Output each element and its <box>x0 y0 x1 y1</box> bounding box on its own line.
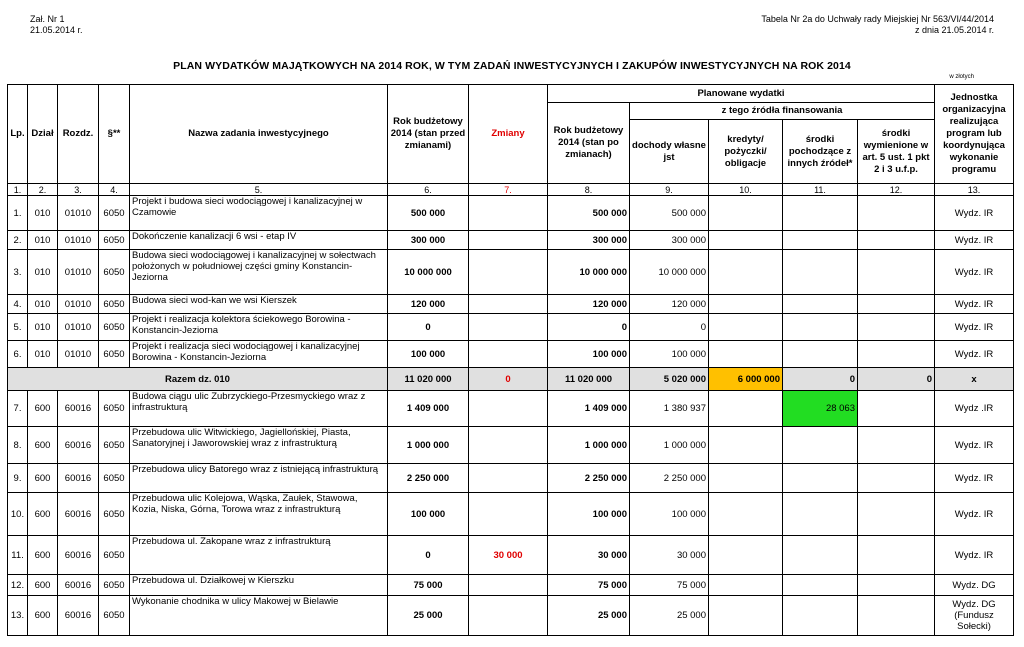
header-planowane: Planowane wydatki <box>548 85 935 103</box>
cell-nazwa: Budowa sieci wod-kan we wsi Kierszek <box>130 295 388 314</box>
attachment-number: Zał. Nr 1 <box>30 14 65 24</box>
cell-par: 6050 <box>99 427 130 464</box>
cell-rok-przed: 75 000 <box>388 575 469 596</box>
cell-dochody: 30 000 <box>630 536 709 575</box>
cell-par: 6050 <box>99 314 130 341</box>
cell-dzial: 600 <box>28 391 58 427</box>
cell-jednostka: Wydz. DG (Fundusz Sołecki) <box>935 596 1014 636</box>
cell-srodki-inne <box>783 295 858 314</box>
cell-par: 6050 <box>99 231 130 250</box>
cell-lp: 2. <box>8 231 28 250</box>
cell-kredyty <box>709 314 783 341</box>
cell-lp: 6. <box>8 341 28 368</box>
summary-srodki-inne: 0 <box>783 368 858 391</box>
table-row <box>8 295 1014 314</box>
cell-dzial: 010 <box>28 341 58 368</box>
cell-srodki-art <box>858 427 935 464</box>
cell-kredyty <box>709 231 783 250</box>
cell-kredyty <box>709 427 783 464</box>
cell-nazwa: Przebudowa ulicy Batorego wraz z istniejącą infrastrukturą <box>130 464 388 493</box>
column-number-row <box>8 184 1014 196</box>
cell-rok-po: 0 <box>548 314 630 341</box>
cell-srodki-art <box>858 575 935 596</box>
table-row <box>8 314 1014 341</box>
cell-kredyty <box>709 341 783 368</box>
header-srodki-inne: środki pochodzące z innych źródeł* <box>783 120 858 184</box>
cell-rok-po: 30 000 <box>548 536 630 575</box>
cell-par: 6050 <box>99 196 130 231</box>
col-number: 1. <box>8 184 28 196</box>
cell-dzial: 600 <box>28 427 58 464</box>
cell-srodki-art <box>858 493 935 536</box>
cell-zmiany <box>469 391 548 427</box>
cell-zmiany: 30 000 <box>469 536 548 575</box>
cell-rok-przed: 0 <box>388 536 469 575</box>
cell-srodki-art <box>858 391 935 427</box>
cell-zmiany <box>469 464 548 493</box>
cell-rozdz: 01010 <box>58 341 99 368</box>
cell-lp: 11. <box>8 536 28 575</box>
col-number: 2. <box>28 184 58 196</box>
cell-kredyty <box>709 575 783 596</box>
cell-jednostka: Wydz. IR <box>935 493 1014 536</box>
cell-jednostka: Wydz. IR <box>935 427 1014 464</box>
cell-rozdz: 60016 <box>58 427 99 464</box>
cell-lp: 13. <box>8 596 28 636</box>
cell-dzial: 010 <box>28 314 58 341</box>
cell-rozdz: 01010 <box>58 295 99 314</box>
cell-srodki-inne <box>783 575 858 596</box>
cell-lp: 10. <box>8 493 28 536</box>
resolution-reference <box>761 14 994 36</box>
cell-rok-po: 120 000 <box>548 295 630 314</box>
cell-dzial: 600 <box>28 596 58 636</box>
cell-par: 6050 <box>99 536 130 575</box>
cell-kredyty <box>709 295 783 314</box>
cell-dzial: 600 <box>28 536 58 575</box>
summary-label: Razem dz. 010 <box>8 368 388 391</box>
header-srodki-art: środki wymienione w art. 5 ust. 1 pkt 2 i 3 u.f.p. <box>858 120 935 184</box>
table-row <box>8 596 1014 636</box>
cell-dzial: 010 <box>28 231 58 250</box>
cell-srodki-inne <box>783 493 858 536</box>
cell-jednostka: Wydz. IR <box>935 464 1014 493</box>
cell-zmiany <box>469 575 548 596</box>
resolution-title: Tabela Nr 2a do Uchwały rady Miejskiej Nr 563/VI/44/2014 <box>761 14 994 24</box>
cell-rok-przed: 300 000 <box>388 231 469 250</box>
cell-zmiany <box>469 596 548 636</box>
cell-srodki-art <box>858 464 935 493</box>
cell-dzial: 600 <box>28 493 58 536</box>
col-number: 7. <box>469 184 548 196</box>
cell-srodki-inne <box>783 196 858 231</box>
cell-jednostka: Wydz. IR <box>935 196 1014 231</box>
cell-rozdz: 01010 <box>58 196 99 231</box>
cell-dzial: 600 <box>28 575 58 596</box>
cell-rok-po: 25 000 <box>548 596 630 636</box>
cell-zmiany <box>469 341 548 368</box>
cell-dzial: 010 <box>28 250 58 295</box>
cell-dochody: 25 000 <box>630 596 709 636</box>
attachment-date: 21.05.2014 r. <box>30 25 83 35</box>
header-rok-po: Rok budżetowy 2014 (stan po zmianach) <box>548 103 630 184</box>
cell-par: 6050 <box>99 391 130 427</box>
cell-srodki-art <box>858 295 935 314</box>
cell-dochody: 0 <box>630 314 709 341</box>
col-number: 10. <box>709 184 783 196</box>
cell-srodki-art <box>858 536 935 575</box>
cell-nazwa: Wykonanie chodnika w ulicy Makowej w Bielawie <box>130 596 388 636</box>
cell-rok-przed: 10 000 000 <box>388 250 469 295</box>
cell-rozdz: 60016 <box>58 536 99 575</box>
cell-dochody: 10 000 000 <box>630 250 709 295</box>
cell-rozdz: 60016 <box>58 464 99 493</box>
header-dzial: Dział <box>28 85 58 184</box>
cell-par: 6050 <box>99 464 130 493</box>
cell-srodki-art <box>858 231 935 250</box>
cell-nazwa: Budowa sieci wodociągowej i kanalizacyjnej w sołectwach położonych w południowej części gminy Konstancin-Jeziorna <box>130 250 388 295</box>
cell-zmiany <box>469 295 548 314</box>
cell-jednostka: Wydz. IR <box>935 295 1014 314</box>
cell-nazwa: Przebudowa ul. Działkowej w Kierszku <box>130 575 388 596</box>
table-row <box>8 493 1014 536</box>
cell-dochody: 1 000 000 <box>630 427 709 464</box>
cell-rok-przed: 120 000 <box>388 295 469 314</box>
header-zmiany: Zmiany <box>469 85 548 184</box>
table-row <box>8 391 1014 427</box>
cell-lp: 3. <box>8 250 28 295</box>
table-row <box>8 231 1014 250</box>
cell-rok-przed: 100 000 <box>388 341 469 368</box>
cell-lp: 9. <box>8 464 28 493</box>
cell-par: 6050 <box>99 596 130 636</box>
cell-jednostka: Wydz. IR <box>935 231 1014 250</box>
cell-rozdz: 60016 <box>58 596 99 636</box>
cell-lp: 1. <box>8 196 28 231</box>
cell-jednostka: Wydz. IR <box>935 341 1014 368</box>
cell-par: 6050 <box>99 250 130 295</box>
cell-srodki-art <box>858 250 935 295</box>
cell-dochody: 1 380 937 <box>630 391 709 427</box>
col-number: 12. <box>858 184 935 196</box>
cell-rok-przed: 25 000 <box>388 596 469 636</box>
cell-kredyty <box>709 391 783 427</box>
cell-nazwa: Przebudowa ulic Witwickiego, Jagiellońskiej, Piasta, Sanatoryjnej i Jaworowskiej wraz z infrastrukturą <box>130 427 388 464</box>
cell-rok-po: 2 250 000 <box>548 464 630 493</box>
cell-rok-po: 75 000 <box>548 575 630 596</box>
cell-lp: 4. <box>8 295 28 314</box>
cell-zmiany <box>469 196 548 231</box>
table-row <box>8 250 1014 295</box>
attachment-label <box>30 14 83 36</box>
cell-nazwa: Przebudowa ul. Zakopane wraz z infrastrukturą <box>130 536 388 575</box>
cell-srodki-art <box>858 341 935 368</box>
investment-table <box>7 84 1014 636</box>
summary-jednostka: x <box>935 368 1014 391</box>
cell-kredyty <box>709 536 783 575</box>
col-number: 6. <box>388 184 469 196</box>
unit-label: w złotych <box>949 74 974 80</box>
cell-dzial: 600 <box>28 464 58 493</box>
resolution-date: z dnia 21.05.2014 r. <box>914 25 994 35</box>
header-rok-przed: Rok budżetowy 2014 (stan przed zmianami) <box>388 85 469 184</box>
summary-zmiany: 0 <box>469 368 548 391</box>
header-zrodla: z tego źródła finansowania <box>630 103 935 120</box>
cell-jednostka: Wydz. DG <box>935 575 1014 596</box>
cell-rozdz: 60016 <box>58 391 99 427</box>
cell-jednostka: Wydz. IR <box>935 536 1014 575</box>
header-paragraph: §** <box>99 85 130 184</box>
cell-zmiany <box>469 250 548 295</box>
summary-rok-przed: 11 020 000 <box>388 368 469 391</box>
cell-srodki-inne <box>783 536 858 575</box>
col-number: 4. <box>99 184 130 196</box>
cell-srodki-inne <box>783 596 858 636</box>
cell-dzial: 010 <box>28 196 58 231</box>
summary-kredyty: 6 000 000 <box>709 368 783 391</box>
cell-jednostka: Wydz. IR <box>935 250 1014 295</box>
cell-nazwa: Projekt i realizacja kolektora ściekowego Borowina - Konstancin-Jeziorna <box>130 314 388 341</box>
summary-srodki-art: 0 <box>858 368 935 391</box>
summary-dochody: 5 020 000 <box>630 368 709 391</box>
cell-zmiany <box>469 427 548 464</box>
cell-rozdz: 01010 <box>58 250 99 295</box>
summary-rok-po: 11 020 000 <box>548 368 630 391</box>
cell-kredyty <box>709 196 783 231</box>
cell-dochody: 300 000 <box>630 231 709 250</box>
cell-rok-po: 1 000 000 <box>548 427 630 464</box>
header-rozdz: Rozdz. <box>58 85 99 184</box>
cell-dochody: 2 250 000 <box>630 464 709 493</box>
cell-dzial: 010 <box>28 295 58 314</box>
col-number: 11. <box>783 184 858 196</box>
col-number: 9. <box>630 184 709 196</box>
table-row <box>8 427 1014 464</box>
cell-zmiany <box>469 314 548 341</box>
cell-nazwa: Projekt i budowa sieci wodociągowej i kanalizacyjnej w Czamowie <box>130 196 388 231</box>
cell-kredyty <box>709 250 783 295</box>
cell-dochody: 100 000 <box>630 493 709 536</box>
cell-dochody: 75 000 <box>630 575 709 596</box>
cell-rok-po: 300 000 <box>548 231 630 250</box>
page-title: PLAN WYDATKÓW MAJĄTKOWYCH NA 2014 ROK, W TYM ZADAŃ INWESTYCYJNYCH I ZAKUPÓW INWESTYCYJNYCH NA ROK 2014 <box>173 60 851 72</box>
col-number: 3. <box>58 184 99 196</box>
cell-rok-po: 100 000 <box>548 493 630 536</box>
cell-srodki-art <box>858 596 935 636</box>
cell-zmiany <box>469 493 548 536</box>
cell-kredyty <box>709 493 783 536</box>
cell-rok-po: 500 000 <box>548 196 630 231</box>
cell-par: 6050 <box>99 341 130 368</box>
cell-dochody: 120 000 <box>630 295 709 314</box>
cell-rok-przed: 500 000 <box>388 196 469 231</box>
cell-kredyty <box>709 596 783 636</box>
cell-rok-po: 1 409 000 <box>548 391 630 427</box>
col-number: 5. <box>130 184 388 196</box>
cell-rozdz: 60016 <box>58 493 99 536</box>
cell-nazwa: Dokończenie kanalizacji 6 wsi - etap IV <box>130 231 388 250</box>
cell-srodki-inne <box>783 314 858 341</box>
table-row <box>8 196 1014 231</box>
cell-dochody: 500 000 <box>630 196 709 231</box>
cell-rok-przed: 0 <box>388 314 469 341</box>
cell-nazwa: Budowa ciągu ulic Zubrzyckiego-Przesmyckiego wraz z infrastrukturą <box>130 391 388 427</box>
cell-par: 6050 <box>99 493 130 536</box>
cell-rok-przed: 2 250 000 <box>388 464 469 493</box>
cell-rok-po: 100 000 <box>548 341 630 368</box>
cell-srodki-inne <box>783 464 858 493</box>
cell-nazwa: Przebudowa ulic Kolejowa, Wąska, Zaułek, Stawowa, Kozia, Niska, Górna, Torowa wraz z infrastrukturą <box>130 493 388 536</box>
col-number: 8. <box>548 184 630 196</box>
cell-lp: 8. <box>8 427 28 464</box>
cell-rok-przed: 1 409 000 <box>388 391 469 427</box>
cell-par: 6050 <box>99 575 130 596</box>
table-row <box>8 464 1014 493</box>
summary-row <box>8 368 1014 391</box>
cell-nazwa: Projekt i realizacja sieci wodociągowej i kanalizacyjnej Borowina - Konstancin-Jeziorna <box>130 341 388 368</box>
cell-rok-przed: 100 000 <box>388 493 469 536</box>
header-kredyty: kredyty/ pożyczki/ obligacje <box>709 120 783 184</box>
cell-lp: 5. <box>8 314 28 341</box>
cell-srodki-art <box>858 196 935 231</box>
cell-jednostka: Wydz. IR <box>935 314 1014 341</box>
table-row <box>8 536 1014 575</box>
cell-dochody: 100 000 <box>630 341 709 368</box>
cell-srodki-inne <box>783 341 858 368</box>
cell-srodki-inne <box>783 231 858 250</box>
header-jednostka: Jednostka organizacyjna realizująca program lub koordynująca wykonanie programu <box>935 85 1014 184</box>
table-row <box>8 341 1014 368</box>
cell-par: 6050 <box>99 295 130 314</box>
cell-zmiany <box>469 231 548 250</box>
cell-kredyty <box>709 464 783 493</box>
header-dochody: dochody własne jst <box>630 120 709 184</box>
cell-srodki-inne <box>783 427 858 464</box>
cell-srodki-art <box>858 314 935 341</box>
cell-rozdz: 01010 <box>58 231 99 250</box>
cell-srodki-inne: 28 063 <box>783 391 858 427</box>
col-number: 13. <box>935 184 1014 196</box>
cell-lp: 7. <box>8 391 28 427</box>
header-nazwa: Nazwa zadania inwestycyjnego <box>130 85 388 184</box>
cell-rozdz: 60016 <box>58 575 99 596</box>
cell-rok-przed: 1 000 000 <box>388 427 469 464</box>
cell-rok-po: 10 000 000 <box>548 250 630 295</box>
cell-jednostka: Wydz .IR <box>935 391 1014 427</box>
header-lp: Lp. <box>8 85 28 184</box>
cell-rozdz: 01010 <box>58 314 99 341</box>
cell-srodki-inne <box>783 250 858 295</box>
cell-lp: 12. <box>8 575 28 596</box>
table-row <box>8 575 1014 596</box>
